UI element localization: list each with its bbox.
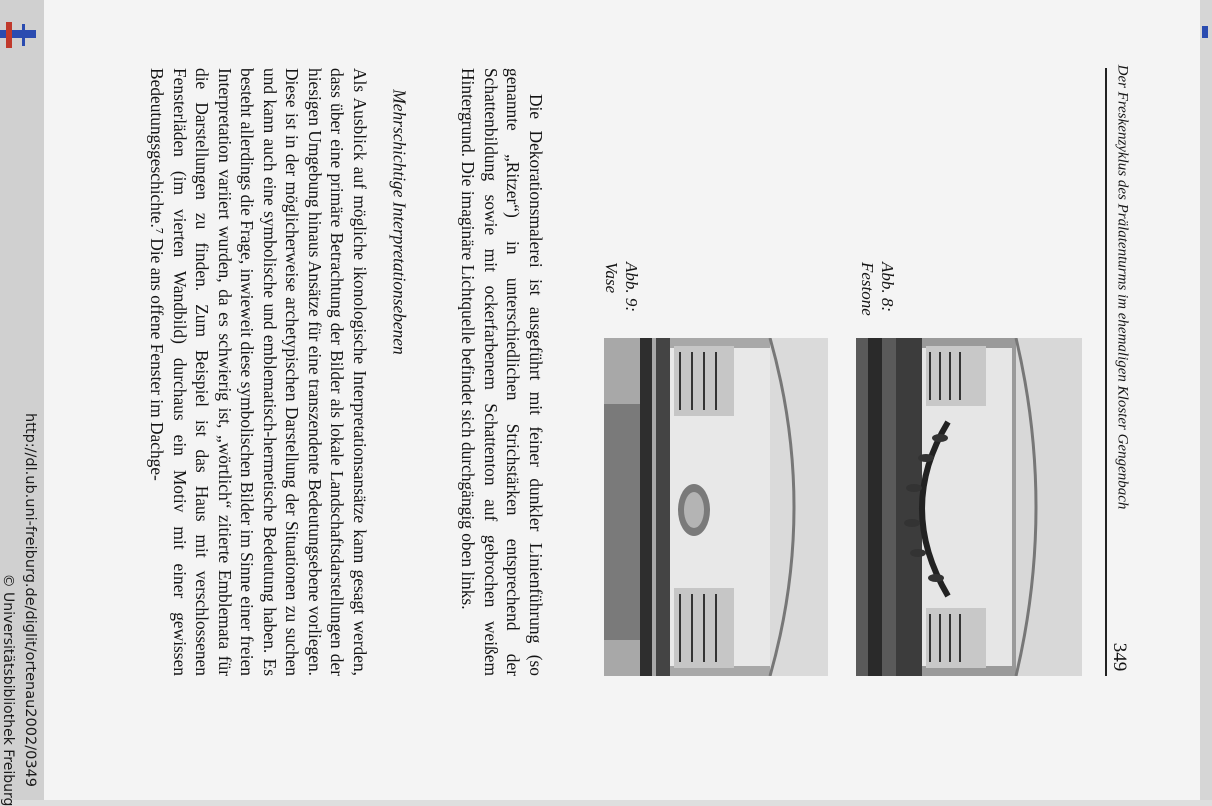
page-number: 349 [1109, 642, 1130, 672]
figure-8-title: Festone [858, 262, 877, 316]
copyright-note: © Universitätsbibliothek Freiburg [0, 573, 16, 806]
running-title: Der Freskenzyklus des Prälatenturms im ehemaligen Kloster Gengenbach [1114, 64, 1131, 510]
section-heading: Mehrschichtige Interpretationsebenen [389, 89, 410, 355]
section-paragraph-text: Als Ausblick auf mögliche ikonologische Interpretationsansätze kann gesagt werden, dass über eine primäre Betrachtung der Bilder als lokale Landschaftsdarstellungen der hiesigen Umgebung hinaus Ansätze für eine transzendente Bedeutungsebene vorliegen. Diese ist in der möglicherweise archetypischen Darstellung der Situationen zu suchen und kann auch eine symbolische und emblematisch-hermetische Bedeutung haben. Es besteht allerdings die Frage, inwieweit diese symbolischen Bilder im Sinne einer freien Interpretation variiert wurden, da es schwierig ist, „wörtlich“ zitierte Emblemata für die Darstellungen zu finden. Zum Beispiel ist das Haus mit verschlossenen Fensterläden (im vierten Wandbild) durchaus ein Motiv mit einer gewissen Bedeutungsgeschichte.⁷ Die ans offene Fenster im Dachge- [147, 68, 370, 676]
intro-paragraph [451, 68, 547, 676]
right-margin-strip [1200, 0, 1212, 800]
figure-9-label: Abb. 9: [622, 262, 641, 313]
source-url[interactable]: http://dl.ub.uni-freiburg.de/diglit/ortenau2002/0349 [22, 413, 38, 787]
intro-paragraph-text: Die Dekorationsmalerei ist ausgeführt mit feiner dunkler Linienführung (so genannte „Ritzer“) in unterschiedlichen Strichstärken entsprechend der Schattenbildung sowie mit ockerfarbenem Schattenton auf gebrochen weißem Hintergrund. Die imaginäre Lichtquelle befindet sich durchgängig oben links. [458, 68, 546, 676]
header-rule [1105, 68, 1107, 676]
figure-8-photo [856, 338, 1082, 676]
figure-8-label: Abb. 8: [878, 262, 897, 313]
library-flag-icon [0, 20, 44, 50]
figure-9-caption [601, 262, 641, 318]
figure-9-title: Vase [602, 262, 621, 294]
figure-8-caption [857, 262, 897, 318]
library-mark-icon [1200, 24, 1212, 40]
figure-9-photo [604, 338, 828, 676]
section-paragraph [139, 68, 371, 676]
